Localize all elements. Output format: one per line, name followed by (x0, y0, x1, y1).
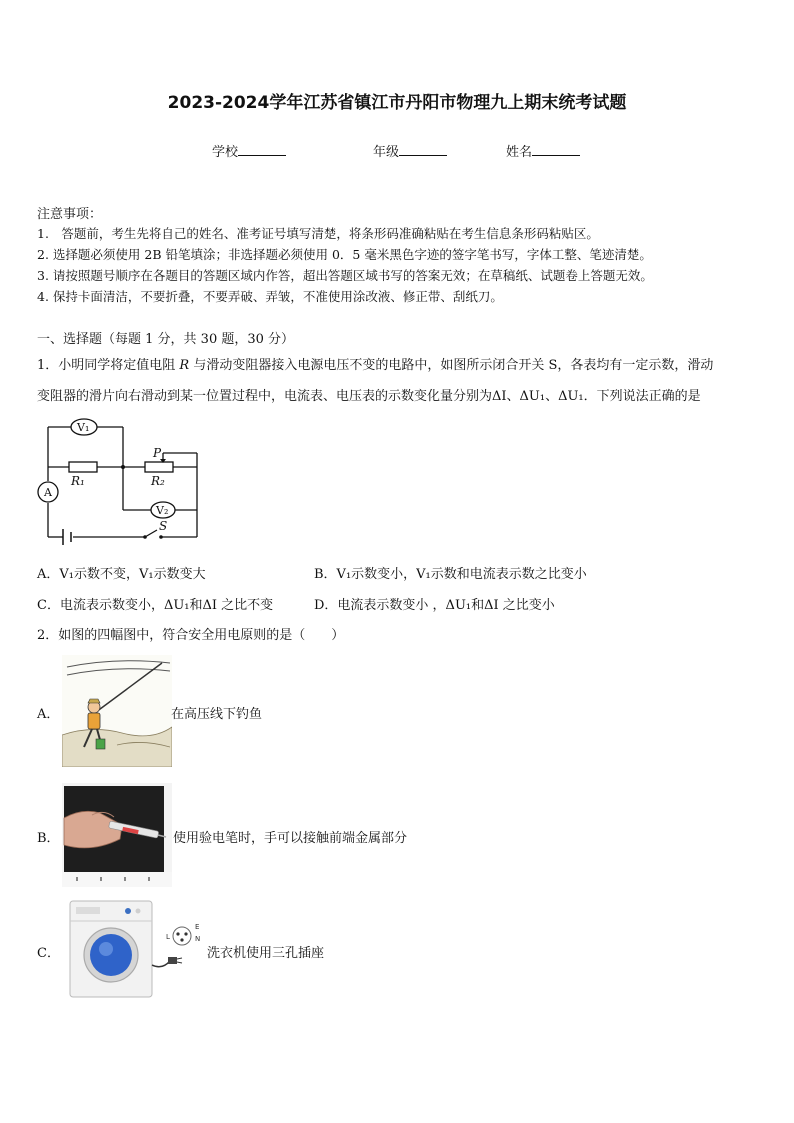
rheostat-r2-icon (145, 462, 173, 472)
name-label: 姓名 (506, 145, 533, 160)
q2-option-b-label[interactable]: B． (37, 831, 60, 846)
q1-line2: 变阻器的滑片向右滑动到某一位置过程中，电流表、电压表的示数变化量分别为ΔI、ΔU₁、ΔU₁．下列说法正确的是 (37, 389, 701, 404)
switch-s-label: S (159, 519, 168, 533)
v2-label: V₂ (156, 504, 169, 517)
grade-label: 年级 (373, 145, 400, 160)
r1-label: R₁ (71, 474, 85, 488)
socket-letter-e: E (195, 923, 200, 931)
ammeter-label: A (44, 486, 52, 499)
school-label: 学校 (212, 145, 239, 160)
q1-text-b: 与滑动变阻器接入电源电压不变的电路中，如图所示闭合开关 S，各表均有一定示数，滑动 (189, 358, 714, 373)
v1-label: V₁ (77, 421, 90, 434)
exam-title: 2023-2024学年江苏省镇江市丹阳市物理九上期末统考试题 (167, 93, 627, 113)
q2-stem: 2．如图的四幅图中，符合安全用电原则的是（ ） (37, 628, 345, 643)
grade-field[interactable] (373, 141, 447, 160)
notice-item-4: 4. 保持卡面清洁，不要折叠，不要弄破、弄皱，不准使用涂改液、修正带、刮纸刀。 (37, 289, 503, 304)
r2-label: R₂ (151, 474, 165, 488)
notice-item-3: 3. 请按照题号顺序在各题目的答题区域内作答，超出答题区域书写的答案无效；在草稿纸、试题卷上答题无效。 (37, 268, 653, 283)
washing-machine-image (62, 895, 207, 1000)
socket-letter-n: N (195, 935, 201, 943)
switch-pivot (143, 535, 147, 539)
q1-option-a[interactable]: A．V₁示数不变，V₁示数变大 (37, 567, 206, 582)
notice-item-1: 1. 答题前，考生先将自己的姓名、准考证号填写清楚，将条形码准确粘贴在考生信息条形码粘贴区。 (37, 226, 599, 241)
switch-contact (159, 535, 163, 539)
name-field[interactable] (506, 141, 580, 160)
q2-option-c-caption: 洗衣机使用三孔插座 (207, 946, 325, 961)
notice-heading: 注意事项： (37, 207, 103, 222)
q1-var-r: R (179, 358, 190, 373)
test-pen-image (62, 783, 172, 887)
q2-option-a-caption: 在高压线下钓鱼 (171, 707, 263, 722)
fishing-under-powerline-image (62, 655, 172, 767)
socket-letter-l: L (166, 933, 170, 941)
school-field[interactable] (212, 141, 286, 160)
q1-option-c[interactable]: C．电流表示数变小，ΔU₁和ΔI 之比不变 (37, 598, 274, 613)
q2-option-b-caption: 使用验电笔时，手可以接触前端金属部分 (173, 831, 408, 846)
grade-blank[interactable] (399, 143, 447, 156)
q1-line1 (37, 354, 713, 373)
q1-option-b[interactable]: B．V₁示数变小，V₁示数和电流表示数之比变小 (314, 567, 587, 582)
q2-option-a-label[interactable]: A． (37, 707, 60, 722)
junction-dot (121, 465, 125, 469)
circuit-diagram (35, 413, 210, 553)
resistor-r1-icon (69, 462, 97, 472)
name-blank[interactable] (532, 143, 580, 156)
q1-option-d[interactable]: D．电流表示数变小 ，ΔU₁和ΔI 之比变小 (314, 598, 555, 613)
section-heading: 一、选择题（每题 1 分，共 30 题，30 分） (37, 332, 295, 347)
school-blank[interactable] (238, 143, 286, 156)
q2-option-c-label[interactable]: C． (37, 946, 60, 961)
slider-p-label: P (153, 446, 162, 460)
q1-text-a: 1．小明同学将定值电阻 (37, 358, 180, 373)
notice-item-2: 2. 选择题必须使用 2B 铅笔填涂；非选择题必须使用 0．5 毫米黑色字迹的签字笔书写，字体工整、笔迹清楚。 (37, 247, 652, 262)
